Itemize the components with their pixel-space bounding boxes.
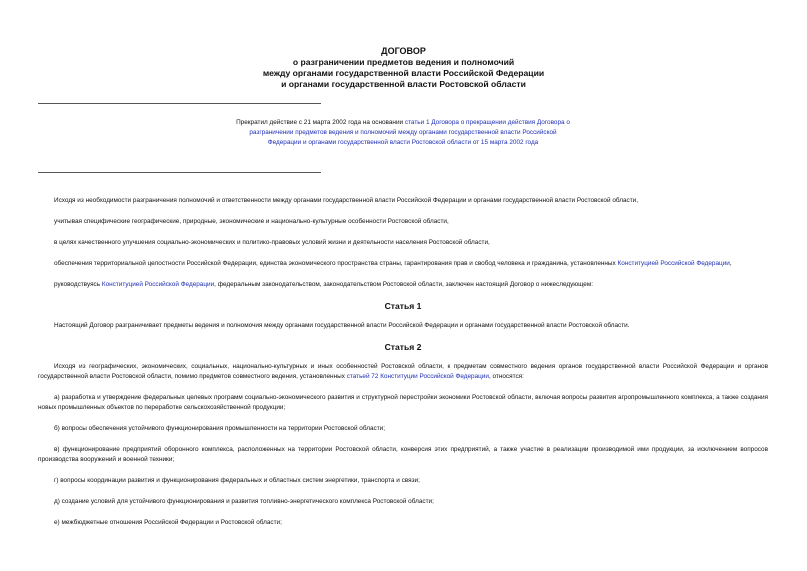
preamble-paragraph-5 [38,280,768,290]
constitution-link-1[interactable]: Конституцией Российской Федерации [617,260,730,267]
article-2-intro-end: , относятся: [488,373,524,380]
repeal-document-link[interactable]: статьи 1 Договора о прекращении действия Договора о разграничении предметов ведения и полномочий между органами государственной власти Российской Федерации и органами государственной власти Ростовской области от 15 марта 2002 года [249,119,570,146]
title-line-2: о разграничении предметов ведения и полномочий [292,57,515,67]
status-note-text: Прекратил действие с 21 марта 2002 года на основании [236,119,404,126]
constitution-article-72-link[interactable]: статьей 72 Конституции Российской Федерации [346,373,489,380]
title-line-4: и органами государственной власти Ростовской области [281,79,526,89]
article-2-item-g: г) вопросы координации развития и функционирования федеральных и областных систем энергетики, транспорта и связи; [54,477,420,484]
preamble-paragraph-5-end: , федеральным законодательством, законодательством Ростовской области, заключен настоящий Договор о нижеследующем: [214,281,593,288]
article-2-item-v: в) функционирование предприятий оборонного комплекса, расположенных на территории Ростовской области, конверсия этих предприятий, а также участие в реализации производимой ими продукции, за исключением вопросов производства вооружений и военной техники; [38,446,768,463]
preamble-paragraph-4 [38,259,768,269]
article-2-item-d: д) создание условий для устойчивого функционирования и развития топливно-энергетического комплекса Ростовской области; [54,498,434,505]
article-1-text: Настоящий Договор разграничивает предметы ведения и полномочия между органами государственной власти Российской Федерации и органами государственной власти Ростовской области. [54,322,630,329]
article-2-item-e: е) межбюджетные отношения Российской Федерации и Ростовской области; [54,519,282,526]
document-body [38,196,768,539]
preamble-paragraph-4-end: , [729,260,732,267]
article-2-item-b: б) вопросы обеспечения устойчивого функционирования промышленности на территории Ростовской области; [54,425,385,432]
article-2-item-a: а) разработка и утверждение федеральных целевых программ социально-экономического развития и структурной перестройки экономики Ростовской области, включая вопросы развития агропромышленного комплекса, а также создания новых промышленных объектов по переработке сельскохозяйственной продукции; [38,394,768,411]
article-1-heading: Статья 1 [384,301,422,311]
article-2-intro [38,362,768,382]
top-divider [38,103,321,104]
constitution-link-2[interactable]: Конституцией Российской Федерации [101,281,215,288]
preamble-paragraph-3: в целях качественного улучшения социально-экономических и политико-правовых условий жизни и деятельности населения Ростовской области, [54,239,490,246]
title-line-3: между органами государственной власти Российской Федерации [262,68,545,78]
preamble-paragraph-5-text: руководствуясь [54,281,101,288]
article-2-intro-text: Исходя из географических, экономических, социальных, национально-культурных и иных особенностей Ростовской области, к предметам совместного ведения органов государственной власти Российской Федерации и органов государственной власти Ростовской области, помимо предметов совместного ведения, установленных [38,363,768,380]
preamble-paragraph-2: учитывая специфические географические, природные, экономические и национально-культурные особенности Ростовской области, [54,218,449,225]
preamble-paragraph-4-text: обеспечения территориальной целостности Российской Федерации, единства экономического пространства страны, гарантирования прав и свобод человека и гражданина, установленных [54,260,616,267]
status-note [232,118,574,148]
bottom-divider [38,172,321,173]
article-2-heading: Статья 2 [384,342,422,352]
document-title [0,46,807,90]
title-line-1: ДОГОВОР [381,46,426,56]
preamble-paragraph-1: Исходя из необходимости разграничения полномочий и ответственности между органами государственной власти Российской Федерации и органами государственной власти Ростовской области, [54,197,638,204]
